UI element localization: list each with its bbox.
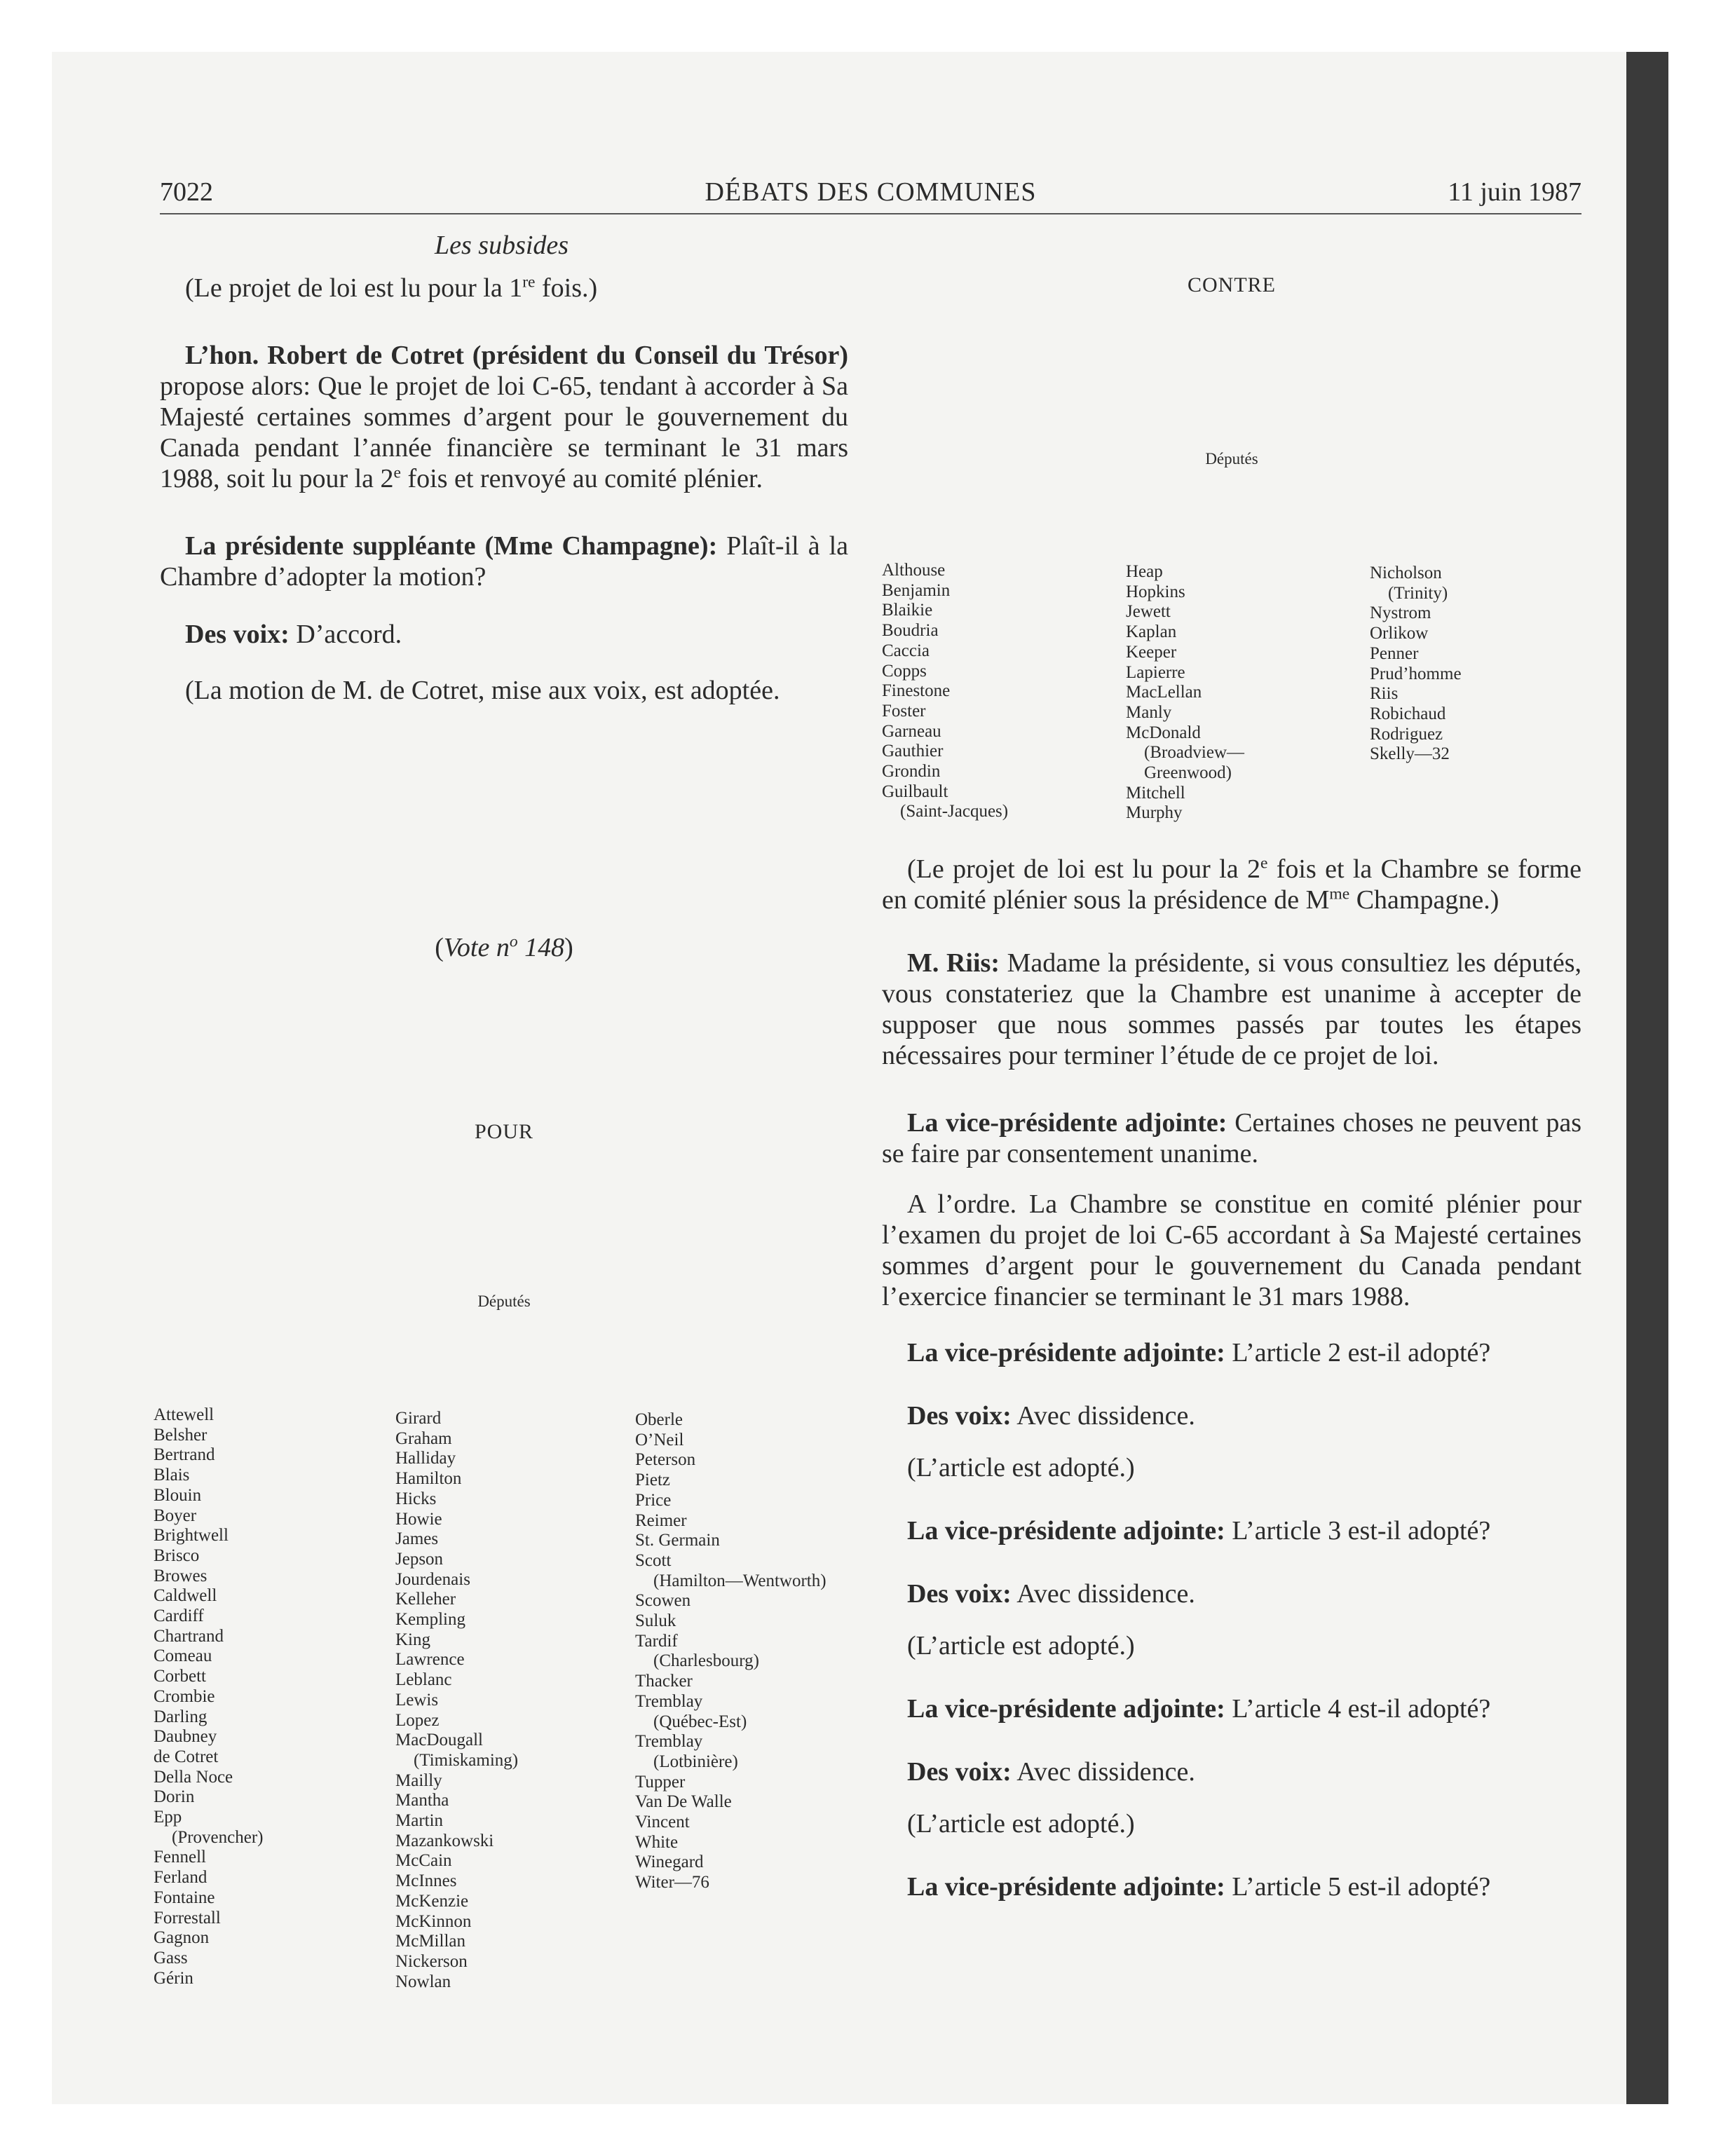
member-name: Caldwell	[154, 1586, 217, 1606]
member-name: Gérin	[154, 1968, 193, 1988]
member-name: de Cotret	[154, 1747, 219, 1766]
member-name: Boyer	[154, 1506, 197, 1525]
member-name: Girard	[395, 1409, 442, 1428]
paragraph-article-adopted: (L’article est adopté.)	[907, 1631, 1135, 1660]
member-name: Finestone	[882, 681, 951, 701]
member-name: Lewis	[395, 1690, 439, 1710]
member-name: Tupper	[635, 1772, 686, 1792]
member-name: Darling	[154, 1707, 207, 1726]
paragraph-voices-agree: Des voix: D’accord.	[185, 620, 402, 649]
speaker: La vice-présidente adjointe:	[907, 1872, 1225, 1902]
member-name: King	[395, 1630, 430, 1649]
member-name: Crombie	[154, 1686, 215, 1706]
member-name: Vincent	[635, 1813, 690, 1832]
contre-names-column-2	[1126, 562, 1244, 824]
paragraph-motion: L’hon. Robert de Cotret (président du Conseil du Trésor) propose alors: Que le projet de loi C-65, tendant à accorder à Sa Majesté certaines sommes d’argent pour le gouvernement du Canada pendant l’année financière se terminant le 31 mars 1988, soit lu pour la 2e fois et renvoyé au comité plénier.	[160, 341, 848, 493]
member-name: Howie	[395, 1509, 442, 1529]
member-name: (Lotbinière)	[653, 1752, 738, 1771]
member-name: O’Neil	[635, 1430, 684, 1449]
member-name: Jepson	[395, 1549, 444, 1569]
paragraph-voices-dissent: Des voix: Avec dissidence.	[907, 1579, 1195, 1609]
member-name: Grondin	[882, 762, 941, 782]
binding-edge	[1626, 52, 1668, 2104]
member-name: (Broadview—	[1144, 743, 1245, 763]
member-name: Orlikow	[1370, 624, 1429, 643]
member-name: Ferland	[154, 1868, 207, 1888]
member-name: Kelleher	[395, 1590, 456, 1609]
paragraph-riis: M. Riis: Madame la présidente, si vous consultiez les députés, vous constateriez que la Chambre est unanime à accepter de supposer que nous sommes passés par toutes les étapes nécessaires pour terminer l’étude de ce projet de loi.	[882, 948, 1581, 1070]
member-name: (Timiskaming)	[414, 1750, 519, 1770]
speaker: Des voix:	[185, 620, 290, 649]
member-name: Guilbault	[882, 782, 948, 801]
running-head: Les subsides	[435, 231, 569, 260]
member-name: Suluk	[635, 1611, 676, 1631]
member-name: Witer—76	[635, 1873, 709, 1892]
member-name: Jewett	[1126, 602, 1171, 622]
member-name: James	[395, 1529, 439, 1549]
speaker: Des voix:	[907, 1401, 1012, 1431]
member-name: Gagnon	[154, 1928, 210, 1948]
paragraph-order: A l’ordre. La Chambre se constitue en comité plénier pour l’examen du projet de loi C-65 accordant à Sa Majesté certaines sommes d’argent pour le gouvernement du Canada pendant l’exercice financier se terminant le 31 mars 1988.	[882, 1189, 1581, 1311]
member-name: (Provencher)	[172, 1827, 264, 1847]
member-name: Reimer	[635, 1510, 687, 1530]
member-name: Manly	[1126, 702, 1172, 722]
paragraph-first-reading: (Le projet de loi est lu pour la 1re fois.)	[185, 273, 598, 303]
member-name: McInnes	[395, 1871, 457, 1891]
member-name: Halliday	[395, 1449, 456, 1468]
member-name: McKinnon	[395, 1911, 472, 1931]
member-name: Fennell	[154, 1848, 206, 1867]
speaker: La vice-présidente adjointe:	[907, 1516, 1225, 1546]
member-name: Tremblay	[635, 1691, 703, 1711]
member-name: Tardif	[635, 1631, 678, 1651]
contre-deputes-label: Députés	[1205, 450, 1258, 468]
contre-heading: CONTRE	[1188, 273, 1276, 296]
member-name: Thacker	[635, 1672, 693, 1691]
member-name: Althouse	[882, 561, 946, 580]
paragraph-article-adopted: (L’article est adopté.)	[907, 1809, 1135, 1838]
member-name: Van De Walle	[635, 1792, 732, 1812]
speaker: M. Riis:	[907, 948, 1000, 978]
member-name: Winegard	[635, 1853, 704, 1872]
member-name: Scowen	[635, 1591, 691, 1611]
member-name: Blais	[154, 1466, 190, 1485]
member-name: Jourdenais	[395, 1569, 470, 1589]
member-name: Kempling	[395, 1610, 465, 1630]
member-name: Chartrand	[154, 1626, 224, 1646]
member-name: Cardiff	[154, 1606, 204, 1626]
pour-names-column-2	[395, 1409, 518, 1992]
paragraph-voices-dissent: Des voix: Avec dissidence.	[907, 1757, 1195, 1787]
member-name: Dorin	[154, 1787, 195, 1807]
member-name: Bertrand	[154, 1445, 215, 1465]
member-name: Riis	[1370, 684, 1399, 704]
member-name: Heap	[1126, 562, 1163, 581]
member-name: Pietz	[635, 1471, 670, 1490]
member-name: MacLellan	[1126, 683, 1202, 702]
member-name: Peterson	[635, 1450, 696, 1470]
speaker: La vice-présidente adjointe:	[907, 1694, 1225, 1724]
paragraph-motion-adopted: (La motion de M. de Cotret, mise aux voix, est adoptée.	[185, 676, 780, 705]
paragraph-article-5: La vice-présidente adjointe: L’article 5 est-il adopté?	[907, 1872, 1491, 1902]
member-name: Nowlan	[395, 1972, 451, 1991]
member-name: Hamilton	[395, 1469, 462, 1489]
member-name: Hopkins	[1126, 582, 1185, 601]
paragraph-article-2: La vice-présidente adjointe: L’article 2 est-il adopté?	[907, 1338, 1491, 1367]
member-name: Prud’homme	[1370, 664, 1462, 683]
paragraph-chair-question: La présidente suppléante (Mme Champagne): Plaît-il à la Chambre d’adopter la motion?	[160, 531, 848, 592]
left-column	[160, 270, 848, 706]
member-name: Mitchell	[1126, 783, 1185, 803]
vote-number: (Vote $n^o$ 148)	[435, 932, 573, 962]
member-name: Mazankowski	[395, 1831, 494, 1850]
member-name: Della Noce	[154, 1767, 233, 1787]
publication-title: DÉBATS DES COMMUNES	[705, 177, 1037, 207]
member-name: St. Germain	[635, 1531, 720, 1550]
pour-deputes-label: Députés	[477, 1292, 531, 1310]
member-name: Kaplan	[1126, 622, 1177, 642]
member-name: Murphy	[1126, 803, 1183, 823]
member-name: Epp	[154, 1808, 182, 1827]
member-name: Graham	[395, 1428, 452, 1448]
member-name: Garneau	[882, 721, 941, 741]
member-name: Mailly	[395, 1770, 442, 1790]
member-name: McKenzie	[395, 1891, 469, 1911]
pour-names-column-1	[154, 1405, 264, 1988]
member-name: Blouin	[154, 1485, 202, 1505]
member-name: McMillan	[395, 1932, 465, 1951]
right-column-text	[882, 854, 1581, 1902]
member-name: (Québec-Est)	[653, 1712, 747, 1731]
speaker: Des voix:	[907, 1579, 1012, 1609]
member-name: Penner	[1370, 643, 1419, 663]
member-name: White	[635, 1832, 679, 1852]
member-name: (Saint-Jacques)	[900, 802, 1009, 821]
pour-heading: POUR	[474, 1120, 534, 1143]
member-name: Gauthier	[882, 742, 944, 761]
member-name: Boudria	[882, 621, 939, 641]
contre-names-column-3	[1370, 564, 1462, 765]
member-name: Daubney	[154, 1727, 217, 1747]
member-name: Hicks	[395, 1489, 437, 1508]
member-name: Comeau	[154, 1646, 212, 1666]
member-name: (Trinity)	[1388, 583, 1448, 603]
member-name: Brightwell	[154, 1526, 229, 1546]
member-name: (Charlesbourg)	[653, 1651, 759, 1671]
member-name: Fontaine	[154, 1888, 215, 1907]
paragraph-voices-dissent: Des voix: Avec dissidence.	[907, 1401, 1195, 1431]
member-name: Attewell	[154, 1405, 215, 1424]
speaker: La vice-présidente adjointe:	[907, 1338, 1225, 1367]
member-name: McDonald	[1126, 723, 1201, 742]
member-name: Benjamin	[882, 580, 951, 600]
paragraph-article-adopted: (L’article est adopté.)	[907, 1453, 1135, 1482]
member-name: Nickerson	[395, 1951, 468, 1971]
member-name: Caccia	[882, 641, 930, 660]
member-name: Price	[635, 1490, 672, 1510]
member-name: Scott	[635, 1550, 672, 1570]
paragraph-article-4: La vice-présidente adjointe: L’article 4 est-il adopté?	[907, 1694, 1491, 1724]
page-number: 7022	[160, 177, 213, 207]
member-name: Rodriguez	[1370, 724, 1443, 744]
member-name: Belsher	[154, 1425, 207, 1445]
member-name: Forrestall	[154, 1908, 221, 1928]
member-name: Foster	[882, 701, 926, 721]
member-name: Corbett	[154, 1667, 206, 1686]
member-name: Browes	[154, 1566, 207, 1585]
member-name: Martin	[395, 1811, 444, 1831]
member-name: Blaikie	[882, 601, 933, 620]
page-header	[160, 177, 1581, 214]
paragraph-article-3: La vice-présidente adjointe: L’article 3 est-il adopté?	[907, 1516, 1491, 1546]
speaker: La présidente suppléante (Mme Champagne):	[185, 531, 718, 561]
pour-names-column-3	[635, 1410, 826, 1893]
member-name: Copps	[882, 661, 927, 681]
member-name: McCain	[395, 1851, 452, 1871]
member-name: Skelly—32	[1370, 744, 1450, 764]
member-name: Mantha	[395, 1791, 449, 1810]
page-date: 11 juin 1987	[1448, 177, 1581, 207]
member-name: (Hamilton—Wentworth)	[653, 1571, 826, 1590]
member-name: Keeper	[1126, 642, 1177, 662]
paragraph-vice-chair-consent: La vice-présidente adjointe: Certaines choses ne peuvent pas se faire par consentement unanime.	[882, 1108, 1582, 1168]
member-name: Oberle	[635, 1410, 683, 1429]
paragraph-second-reading: (Le projet de loi est lu pour la 2e fois et la Chambre se forme en comité plénier sous la présidence de $M^{me}$ Champagne.)	[882, 854, 1581, 915]
speaker: La vice-présidente adjointe:	[907, 1108, 1227, 1138]
member-name: Robichaud	[1370, 704, 1446, 723]
member-name: Greenwood)	[1144, 763, 1232, 783]
member-name: Nystrom	[1370, 603, 1431, 623]
member-name: Nicholson	[1370, 564, 1442, 582]
member-name: Lawrence	[395, 1650, 465, 1670]
member-name: Lapierre	[1126, 662, 1185, 682]
member-name: MacDougall	[395, 1731, 483, 1750]
speaker: L’hon. Robert de Cotret (président du Conseil du Trésor)	[185, 341, 848, 370]
speaker: Des voix:	[907, 1757, 1012, 1787]
contre-names-column-1	[882, 561, 1008, 822]
member-name: Tremblay	[635, 1732, 703, 1752]
member-name: Leblanc	[395, 1670, 452, 1690]
member-name: Gass	[154, 1948, 188, 1967]
member-name: Brisco	[154, 1546, 200, 1565]
member-name: Lopez	[395, 1710, 440, 1730]
